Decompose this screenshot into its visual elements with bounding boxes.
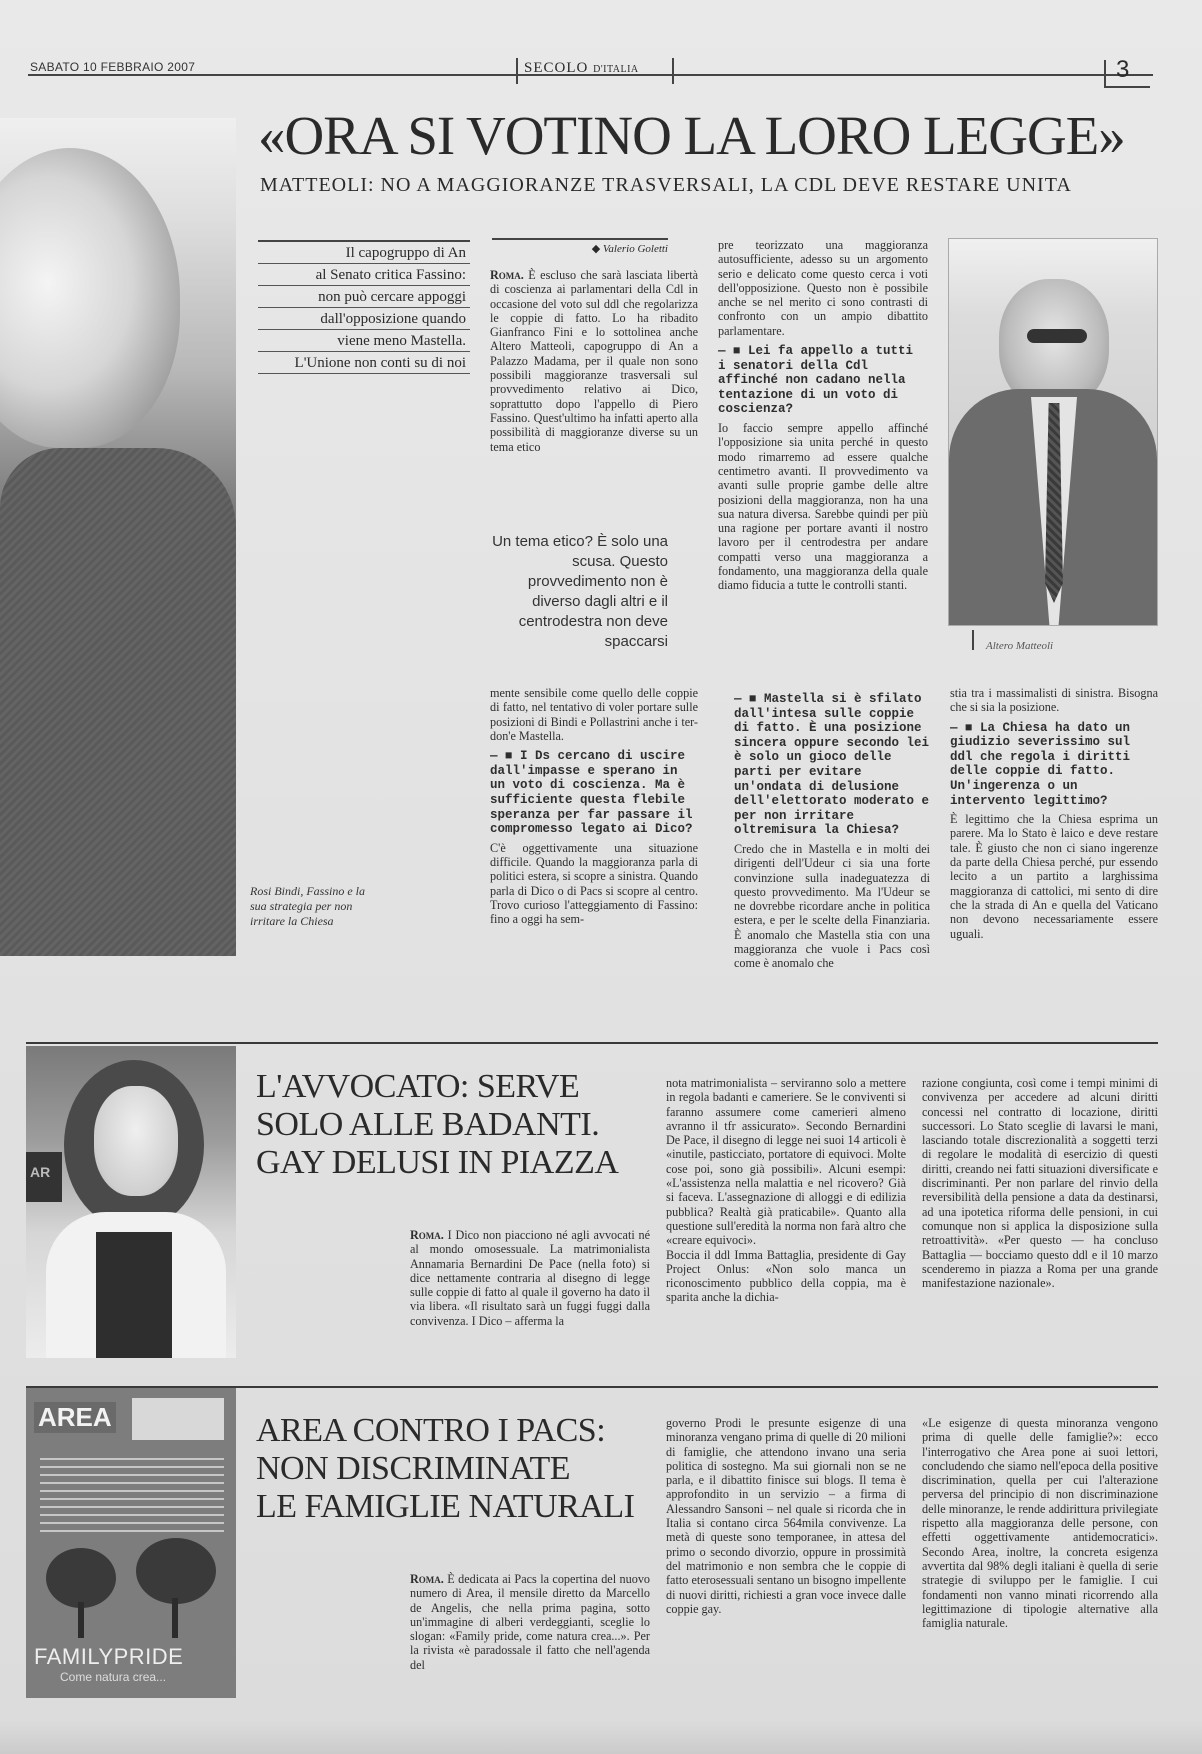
cover-brand-family: FAMILY	[34, 1644, 114, 1669]
story2-col1	[410, 1228, 650, 1356]
dateline: Roma.	[490, 268, 524, 282]
page-number: 3	[1116, 56, 1130, 83]
body-text: pre teorizzato una maggioranza autosufficiente, adesso su un argomento serio e delicato come questo cerca i voti dell'opposizione. Questo non è possibile anche se nel merito ci sono contrasti di confronto con un ampio dibattito parlamentare.	[718, 238, 928, 338]
photo-bernardini-de-pace	[26, 1046, 236, 1358]
story2-headline	[256, 1068, 618, 1182]
cover-brand-pride: PRIDE	[113, 1644, 184, 1669]
photo-background-sign: AR	[26, 1152, 62, 1202]
body-text: È legittimo che la Chiesa esprima un parere. Ma lo Stato è laico e deve restare tale. È giusto che non ci siano ingerenze da parte della Chiesa perché, pur essendo lecito a un partito a larghissima maggioranza di cattolici, mi sento di dire che la strada di An e quella del Vaticano non devono necessariamente essere uguali.	[950, 812, 1158, 941]
headline-line: LE FAMIGLIE NATURALI	[256, 1488, 635, 1525]
interview-question: — ■ Mastella si è sfilato dall'intesa sulle coppie di fatto. È una posizione sincera oppure secondo lei è solo un gioco delle parti per evitare un'ondata di delusione dell'elettorato moderato e per non irritare oltremisura la Chiesa?	[734, 692, 930, 838]
headline-line: SOLO ALLE BADANTI.	[256, 1106, 600, 1143]
lead-headline: «ORA SI VOTINO LA LORO LEGGE»	[258, 105, 1125, 166]
page-edge-shadow	[0, 1720, 1202, 1754]
paper-title: SECOLO	[524, 60, 589, 76]
story3-col2: governo Prodi le presunte esigenze di una minoranza vengano prima di quelle di 20 milioni di famiglie, che attendono invano una seria politica di sostegno. Ma sui giornali non se ne parla, e il dibattito finisce sui blogs. Il tema è approfondito in un servizio – a firma di Alessandro Sansoni – nel quale si ricorda che in Italia si contano circa 564mila convivenze. La metà di queste sono temporanee, in attesa del primo o secondo divorzio, oppure in prossimità del matrimonio e non sembra che le coppie di fatto eterosessuali sentano un bisogno impellente di nuovi diritti, richiesti a gran voce invece dalle coppie gay.	[666, 1416, 906, 1616]
story2-col3: razione congiunta, così come i tempi minimi di convivenza per accedere ad alcuni diritti concessi nel contratto di locazione, diritti successori. Lo Stato sceglie di lavarsi le mani, lasciando totale discrezionalità a soggetti terzi di regolare le modalità di esercizio di questi diritti, creando nei fatti situazioni diversificate e discriminanti. Per non parlare del rinvio della reversibilità della pensione a data da destinarsi, ad una ipotetica riforma delle pensioni, in cui comunque non si applica la disposizione sulla retroattività». «Per questo — ha concluso Battaglia — bocciamo questo ddl e il 10 marzo scenderemo in piazza a Roma per una grande manifestazione nazionale».	[922, 1076, 1158, 1291]
headline-line: GAY DELUSI IN PIAZZA	[256, 1144, 619, 1181]
masthead-divider	[516, 58, 518, 84]
body-text: È escluso che sarà lasciata libertà di coscienza ai parlamentari della Cdl in occasione del voto sul ddl che regolarizza le coppie di fatto. Lo ha ribadito Gianfranco Fini e lo sottolinea anche Altero Matteoli, capogruppo di An a Palazzo Madama, per il quale non sono possibili maggioranze trasversali sul provvedimento relativo ai Dico, soprattutto dopo l'appello di Piero Fassino. Quest'ultimo ha infatti aperto alla possibilità di maggioranze diverse su un tema etico	[490, 268, 698, 454]
cover-title: AREA	[34, 1402, 116, 1433]
tree-icon	[136, 1538, 216, 1604]
photo-caption-left: Rosi Bindi, Fassino e la sua strategia per non irritare la Chiesa	[250, 884, 365, 928]
body-text: Credo che in Mastella e in molti dei dirigenti dell'Udeur ci sia una forte convinzione sulla inadeguatezza di questo provvedimento. Ma l'Udeur se ne dovrebbe ricordare anche in politica estera, e per le scelte della Finanziaria. È anomalo che Mastella stia con una maggioranza che vuole i Pacs così come è anomalo che	[734, 841, 930, 971]
body-text: È dedicata ai Pacs la copertina del nuovo numero di Area, il mensile diretto da Marcello de Angelis, che nella prima pagina, sotto un'immagine di alberi verdeggianti, sceglie lo slogan: «Family pride, come natura crea...». Per la rivista «è paradossale il fatto che nell'agenda del	[410, 1572, 650, 1672]
cover-text-block	[40, 1458, 224, 1538]
paper-title-suffix: D'ITALIA	[593, 64, 639, 75]
photo-caption-right: Altero Matteoli	[986, 640, 1054, 652]
issue-date: SABATO 10 FEBBRAIO 2007	[30, 60, 196, 74]
dateline: Roma.	[410, 1228, 444, 1242]
lead-col2-bottom	[734, 686, 930, 986]
paper-name	[524, 60, 639, 77]
story3-headline	[256, 1412, 634, 1526]
pullquote-line: al Senato critica Fassino:	[258, 264, 470, 286]
dateline: Roma.	[410, 1572, 444, 1586]
pullquote-line: non può cercare appoggi	[258, 286, 470, 308]
pullquote-line: dall'opposizione quando	[258, 308, 470, 330]
photo-figure-face	[94, 1086, 178, 1196]
section-rule	[26, 1042, 1158, 1044]
cover-slogan: Come natura crea...	[60, 1670, 167, 1684]
photo-figure-top	[96, 1232, 172, 1358]
lead-subhead: MATTEOLI: NO A MAGGIORANZE TRASVERSALI, LA CDL DEVE RESTARE UNITA	[260, 174, 1072, 196]
photo-area-cover	[26, 1388, 236, 1698]
lead-col1-bottom	[490, 686, 698, 986]
photo-matteoli	[948, 238, 1158, 626]
tree-trunk	[78, 1602, 84, 1638]
tree-trunk	[172, 1598, 178, 1638]
body-text: mente sensibile come quello delle coppie di fatto, nel tentativo di voler portare sulle posizioni di Bindi e Pollastrini anche i ter-don'e Mastella.	[490, 686, 698, 743]
tree-icon	[46, 1548, 116, 1608]
story3-col1	[410, 1572, 650, 1700]
lead-col3	[950, 686, 1158, 986]
pullquote-line: viene meno Mastella.	[258, 330, 470, 352]
photo-figure-coat	[0, 448, 236, 956]
interview-question: — ■ I Ds cercano di uscire dall'impasse e sperano in un voto di coscienza. Ma è sufficiente questa flebile speranza per far passare il compromesso legato ai Dico?	[490, 749, 693, 837]
photo-fassino	[0, 118, 236, 956]
story2-col2: nota matrimonialista – serviranno solo a mettere in regola badanti e cameriere. Se le conviventi si faranno assumere come camerieri almeno avranno il tfr assicurato». Secondo Bernardini De Pace, il disegno di legge nei suoi 14 articoli è «inutile, pasticciato, portatore di equivoci. Molte cose poi, sono già possibili». Alcuni esempi: «L'assistenza nella malattia e nel ricovero? Già si faceva. L'assegnazione di alloggi e di edilizia pubblica? Realtà già praticabile». Quanto alla questione sull'eredità la norma non farà altro che «creare equivoci». Boccia il ddl Imma Battaglia, presidente di Gay Project Onlus: «Non solo manca un riconoscimento pubblico della coppia, ma è sparita anche la dichia-	[666, 1076, 906, 1305]
byline: ◆ Valerio Goletti	[492, 238, 668, 255]
pullquote-summary	[258, 240, 470, 374]
interview-question: — ■ Lei fa appello a tutti i senatori della Cdl affinché non cadano nella tentazione di un voto di coscienza?	[718, 344, 914, 417]
masthead-divider	[672, 58, 674, 84]
quote-box: Un tema etico? È solo una scusa. Questo provvedimento non è diverso dagli altri e il centrodestra non deve spaccarsi	[492, 533, 668, 650]
story3-col3: «Le esigenze di questa minoranza vengono prima di quelle delle famiglie?»: ecco l'interrogativo che Area pone ai suoi lettori, concludendo che siamo nell'epoca della positive discrimination, quella per cui l'alterazione perversa del principio di non discriminazione delle minoranze, le rende addirittura privilegiate rispetto alla maggioranza delle persone, con effetti oggettivamente antidemocratici». Secondo Area, inoltre, la concreta esigenza avvertita dal 98% degli italiani è quella di serie strategie di sviluppo per le famiglie. I cui fondamenti non vanno minati ricorrendo alla legittimazione di tipologie alternative alla famiglia naturale.	[922, 1416, 1158, 1631]
masthead	[28, 56, 1153, 92]
headline-line: AREA CONTRO I PACS:	[256, 1412, 606, 1449]
lead-col2-top	[718, 238, 928, 668]
body-text: Io faccio sempre appello affinché l'opposizione sia unita perché in questo modo rimarremo ad essere qualche centimetro avanti. Il provvedimento va avanti sulle proprie gambe delle altre posizioni della maggioranza, non ha una sua natura diversa. Sarebbe quindi per più una ragione per portare avanti il nostro lavoro per il centrodestra per andare compatti verso una maggioranza a fondamento, una maggioranza della quale diamo fiducia a tutte le controlli stanti.	[718, 421, 928, 593]
lead-col1-top	[490, 268, 698, 496]
cover-brand	[34, 1644, 183, 1670]
photo-figure-glasses	[1027, 329, 1087, 343]
interview-question: — ■ La Chiesa ha dato un giudizio severissimo sul ddl che regola i diritti delle coppie di fatto. Un'ingerenza o un intervento legittimo?	[950, 720, 1131, 808]
body-text: C'è oggettivamente una situazione difficile. Quando la maggioranza parla di politici estera, si scopre a sinistra. Quando parla di Dico o di Pacs si scopre al centro. Trovo curioso l'atteggiamento di Fassino: fino a oggi ha sem-	[490, 840, 698, 927]
body-text: stia tra i massimalisti di sinistra. Bisogna che si sia la posizione.	[950, 686, 1158, 715]
body-text: I Dico non piacciono né agli avvocati né al mondo omosessuale. La matrimonialista Annamaria Bernardini De Pace (nella foto) si dice nettamente contraria al disegno di legge sulle coppie di fatto al quale il governo ha dato il via libera. «Il risultato sarà un fuggi fuggi dalla convivenza. I Dico – afferma la	[410, 1228, 650, 1328]
photo-figure-head	[0, 148, 180, 448]
cover-inset	[132, 1398, 224, 1440]
pullquote-line: Il capogruppo di An	[258, 242, 470, 264]
caption-marker	[972, 630, 974, 650]
headline-line: NON DISCRIMINATE	[256, 1450, 571, 1487]
pullquote-line: L'Unione non conti su di noi	[258, 352, 470, 374]
headline-line: L'AVVOCATO: SERVE	[256, 1068, 580, 1105]
